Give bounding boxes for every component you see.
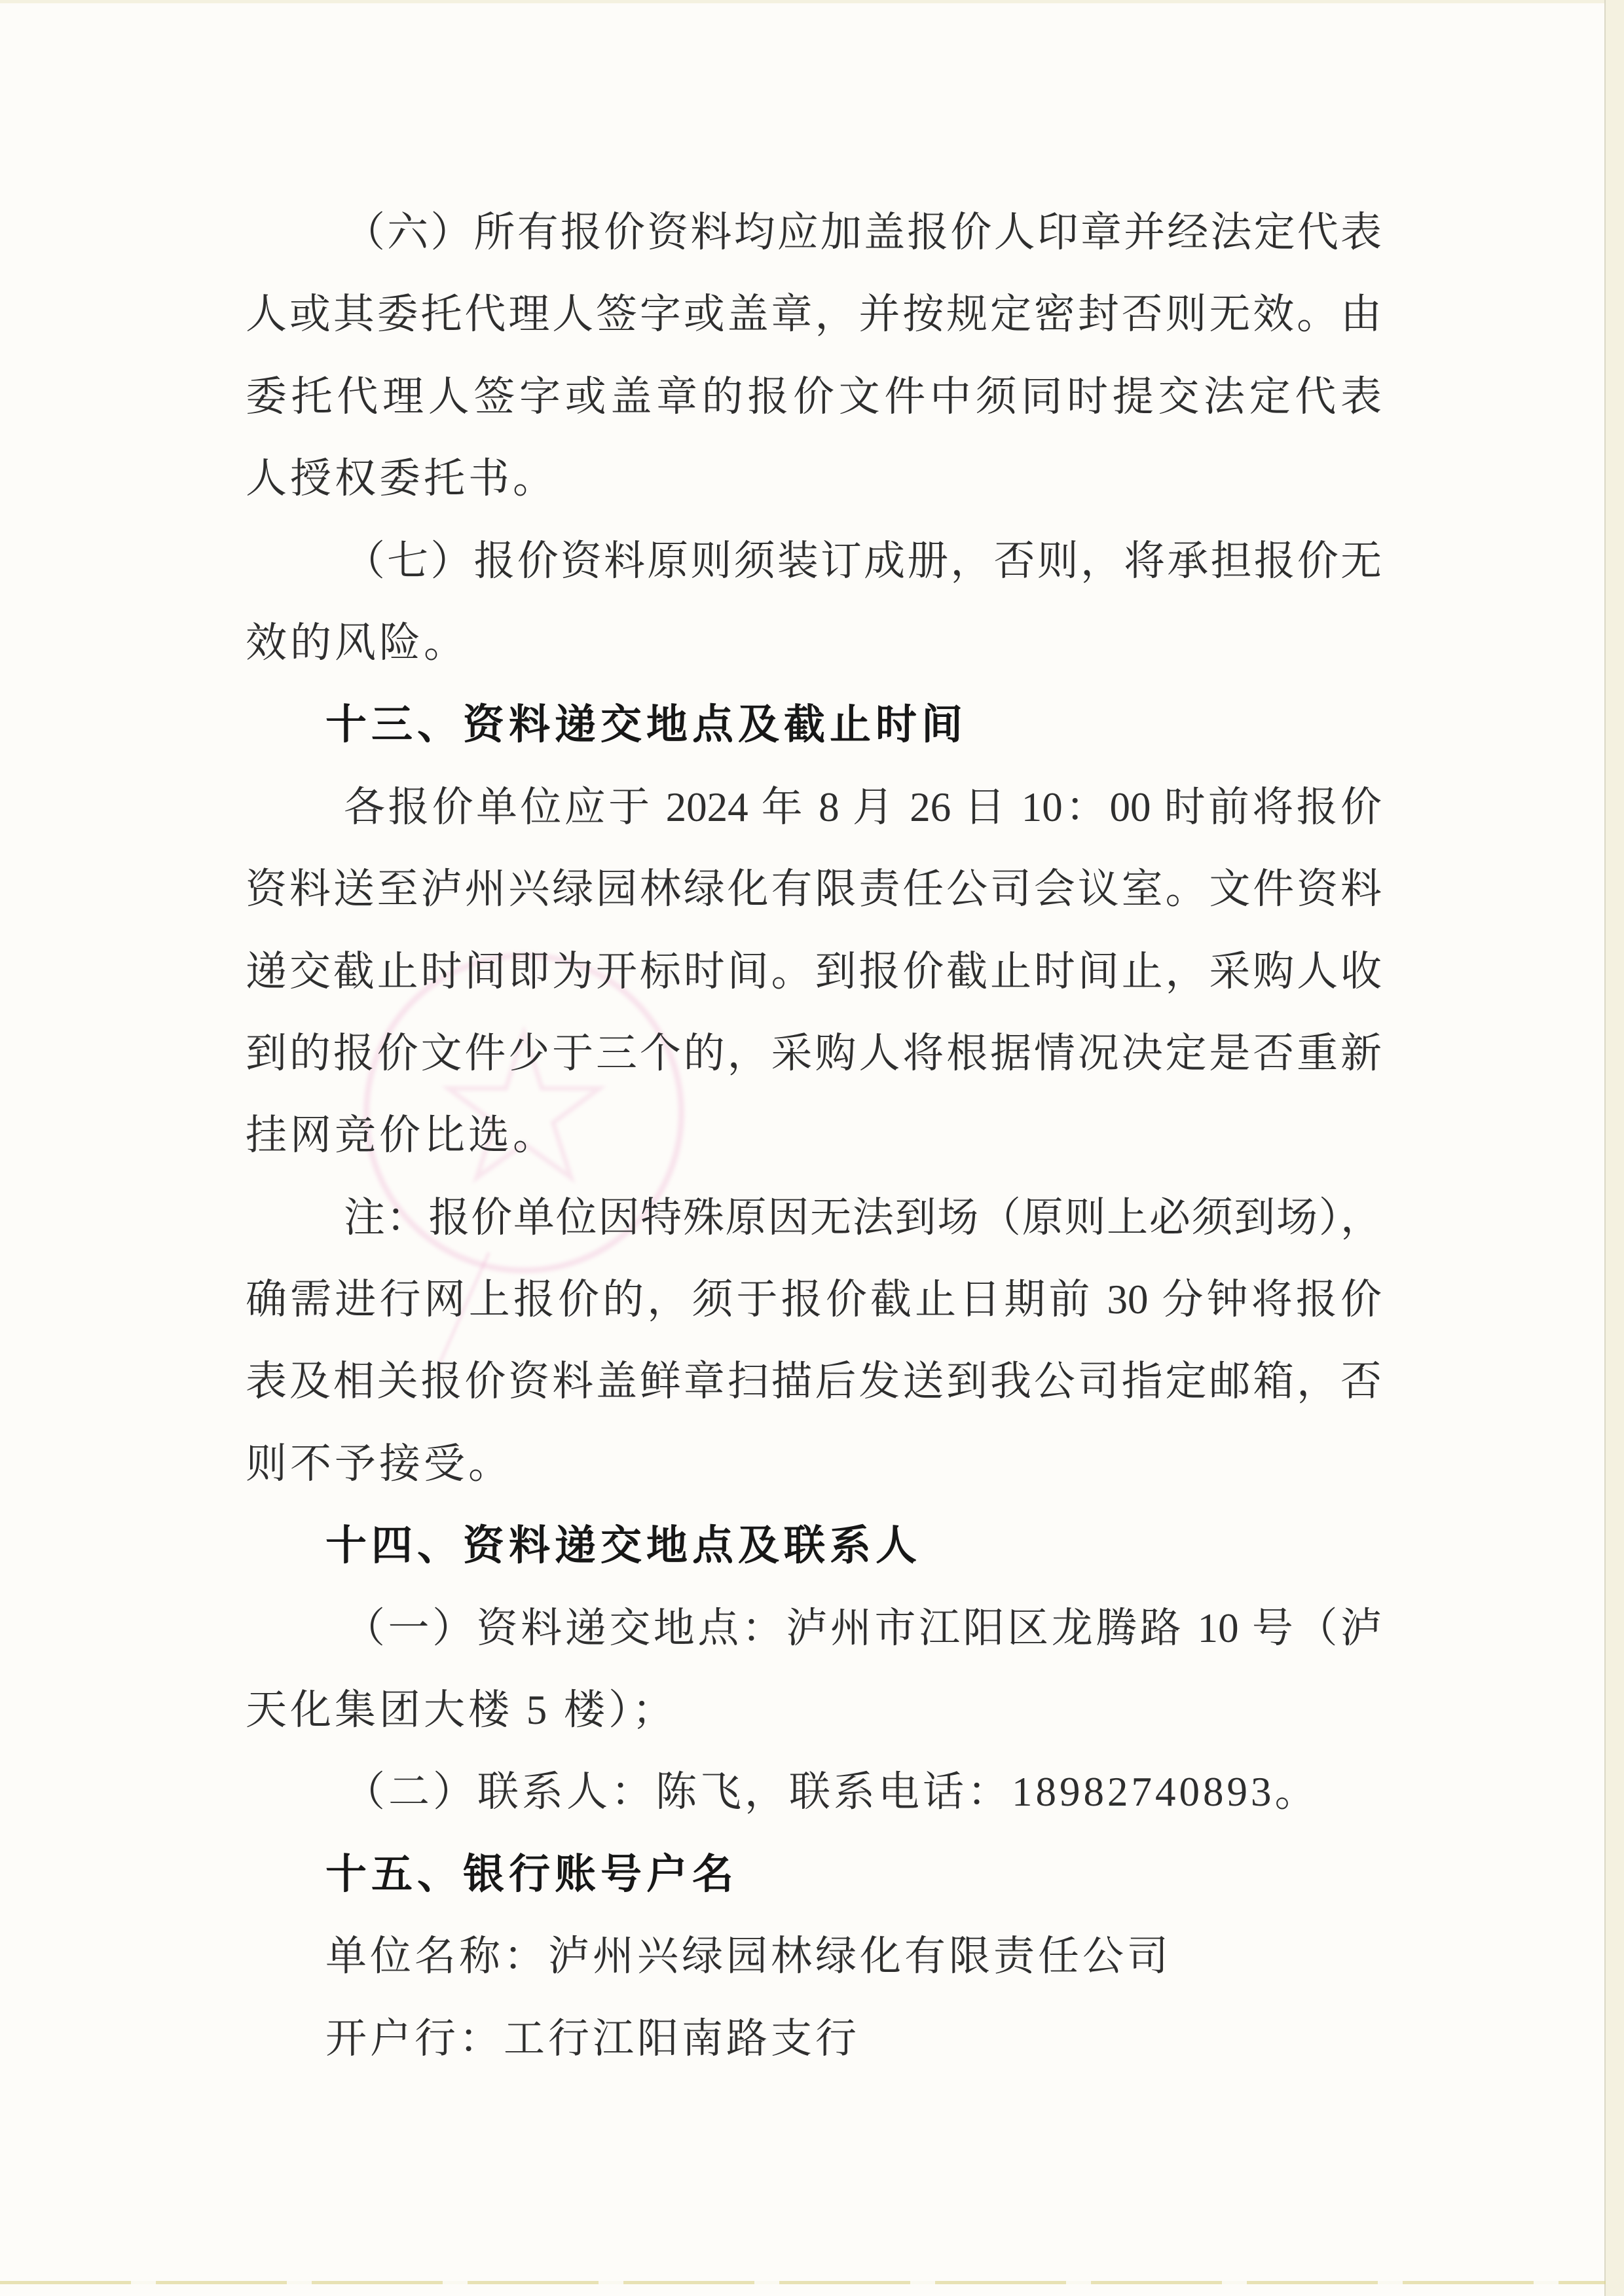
text-line: 人或其委托代理人签字或盖章，并按规定密封否则无效。由 (246, 291, 1382, 338)
text-line: 资料送至泸州兴绿园林绿化有限责任公司会议室。文件资料 (246, 866, 1382, 913)
section-heading: 十三、资料递交地点及截止时间 (325, 702, 967, 748)
text-line: 注：报价单位因特殊原因无法到场（原则上必须到场）， (344, 1194, 1382, 1241)
text-line: （六）所有报价资料均应加盖报价人印章并经法定代表 (344, 210, 1382, 255)
text-line: 开户行：工行江阳南路支行 (325, 2015, 860, 2062)
text-line: （二）联系人：陈飞，联系电话：18982740893。 (344, 1769, 1320, 1815)
text-line: 递交截止时间即为开标时间。到报价截止时间止，采购人收 (246, 948, 1382, 994)
text-line: 确需进行网上报价的，须于报价截止日期前 30 分钟将报价 (246, 1277, 1382, 1323)
scan-artifact-top-edge (0, 0, 1624, 3)
document-body (246, 192, 1382, 2080)
text-line: 到的报价文件少于三个的，采购人将根据情况决定是否重新 (246, 1030, 1382, 1076)
text-line: 效的风险。 (246, 619, 468, 666)
text-line: （七）报价资料原则须装订成册，否则，将承担报价无 (344, 538, 1382, 584)
text-line: 表及相关报价资料盖鲜章扫描后发送到我公司指定邮箱，否 (246, 1358, 1382, 1405)
scan-artifact-right-edge (1604, 0, 1624, 2296)
section-heading: 十五、银行账号户名 (325, 1851, 738, 1897)
text-line: 人授权委托书。 (246, 456, 557, 502)
text-line: 天化集团大楼 5 楼）； (246, 1687, 677, 1734)
text-line: 各报价单位应于 2024 年 8 月 26 日 10：00 时前将报价 (344, 784, 1382, 830)
scan-artifact-bottom-edge (0, 2281, 1606, 2284)
text-line: 挂网竞价比选。 (246, 1112, 557, 1159)
text-line: （一）资料递交地点：泸州市江阳区龙腾路 10 号（泸 (344, 1605, 1382, 1651)
text-line: 单位名称：泸州兴绿园林绿化有限责任公司 (325, 1933, 1172, 1980)
text-line: 则不予接受。 (246, 1440, 513, 1487)
text-line: 委托代理人签字或盖章的报价文件中须同时提交法定代表 (246, 373, 1382, 420)
section-heading: 十四、资料递交地点及联系人 (325, 1523, 921, 1569)
